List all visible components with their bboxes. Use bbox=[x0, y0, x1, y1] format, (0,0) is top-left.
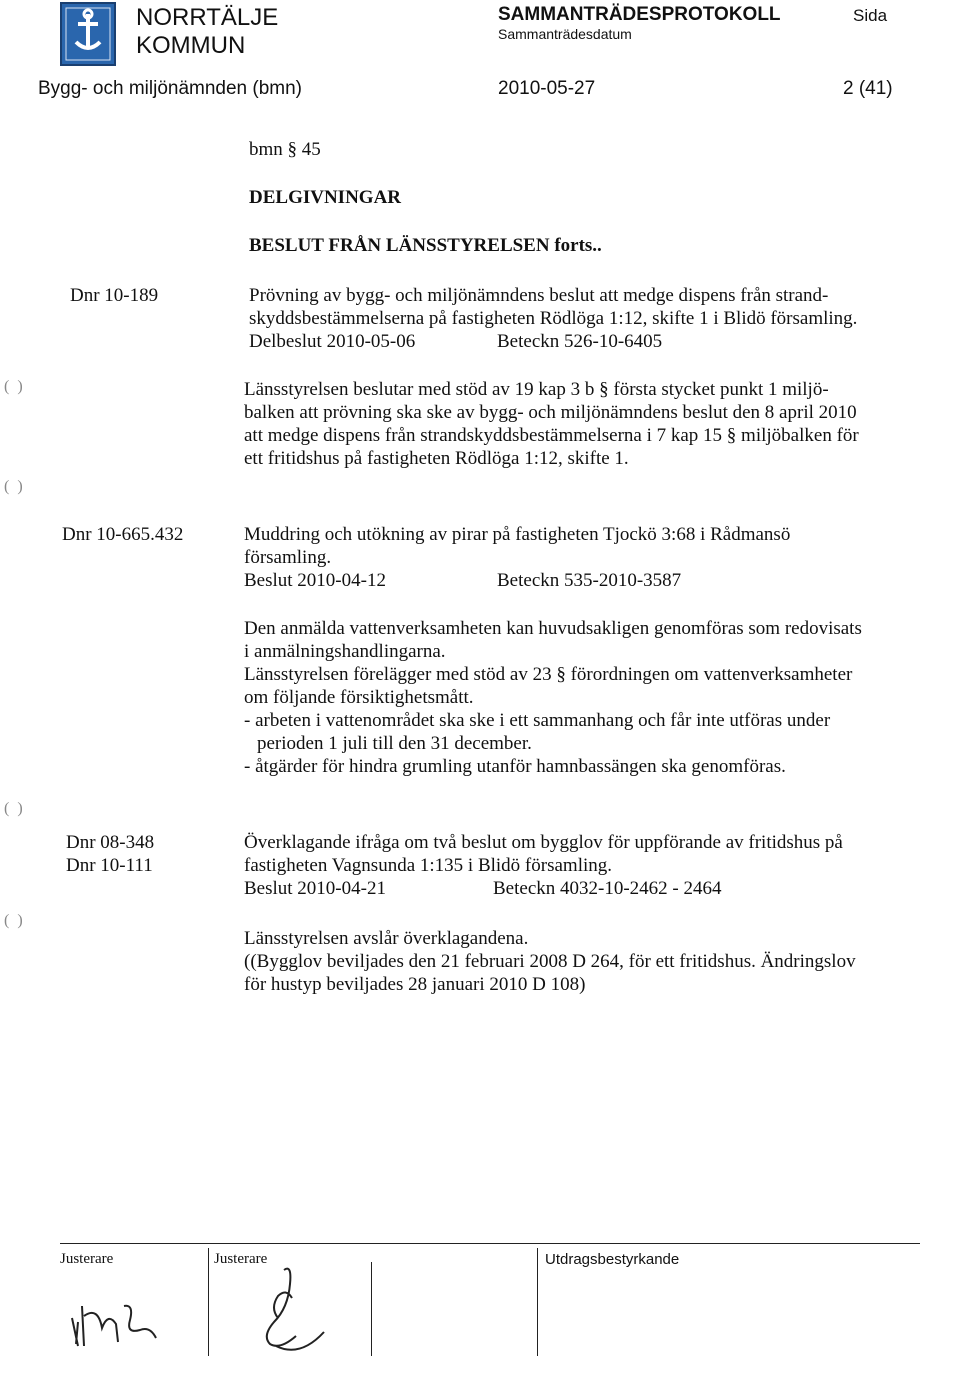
footer-divider bbox=[371, 1262, 372, 1356]
item-1-body bbox=[244, 378, 859, 470]
item-2-body-line: i anmälningshandlingarna. bbox=[244, 641, 446, 662]
item-2-heading bbox=[244, 523, 790, 569]
footer-label-justerare-2: Justerare bbox=[214, 1251, 268, 1267]
item-2-body-line: - åtgärder för hindra grumling utanför hamnbassängen ska genomföras. bbox=[244, 756, 786, 777]
footer-label-utdragsbestyrkande: Utdragsbestyrkande bbox=[545, 1251, 680, 1268]
municipality-logo bbox=[60, 2, 116, 66]
item-3-heading bbox=[244, 831, 843, 877]
signature-image bbox=[64, 1276, 194, 1356]
footer-divider bbox=[537, 1248, 538, 1356]
item-3-body bbox=[244, 927, 856, 996]
item-2-dnr: Dnr 10-665.432 bbox=[62, 524, 184, 545]
item-2-body-line: Länsstyrelsen förelägger med stöd av 23 § förordningen om vattenverksamheter bbox=[244, 664, 853, 685]
item-3-decision: Beslut 2010-04-21 bbox=[244, 878, 386, 899]
item-3-body-line: för hustyp beviljades 28 januari 2010 D 108) bbox=[244, 974, 586, 995]
org-line-1: NORRTÄLJE bbox=[136, 4, 279, 31]
committee-name: Bygg- och miljönämnden (bmn) bbox=[38, 78, 303, 99]
section-subtitle: BESLUT FRÅN LÄNSSTYRELSEN forts.. bbox=[249, 235, 602, 256]
section-title: DELGIVNINGAR bbox=[249, 187, 402, 208]
item-1-dnr: Dnr 10-189 bbox=[70, 285, 159, 306]
item-3-body-line: Länsstyrelsen avslår överklagandena. bbox=[244, 928, 529, 949]
item-2-body-line: om följande försiktighetsmått. bbox=[244, 687, 474, 708]
item-3-heading-line: Överklagande ifråga om två beslut om bygglov för uppförande av fritidshus på bbox=[244, 832, 843, 853]
item-2-heading-line: Muddring och utökning av pirar på fastigheten Tjockö 3:68 i Rådmansö bbox=[244, 524, 791, 545]
meeting-date: 2010-05-27 bbox=[498, 78, 596, 99]
item-1-body-line: ett fritidshus på fastigheten Rödlöga 1:12, skifte 1. bbox=[244, 448, 629, 469]
binder-hole-mark: ( ) bbox=[4, 800, 23, 817]
item-1-body-line: att medge dispens från strandskyddsbestämmelserna i 7 kap 15 § miljöbalken för bbox=[244, 425, 859, 446]
item-2-body-line: Den anmälda vattenverksamheten kan huvudsakligen genomföras som redovisats bbox=[244, 618, 862, 639]
item-1-body-line: balken att prövning ska ske av bygg- och miljönämndens beslut den 8 april 2010 bbox=[244, 402, 857, 423]
item-1-beteckn: Beteckn 526-10-6405 bbox=[497, 331, 663, 352]
item-2-beteckn: Beteckn 535-2010-3587 bbox=[497, 570, 682, 591]
item-2-body-line: perioden 1 juli till den 31 december. bbox=[257, 733, 532, 754]
item-1-heading-line: skyddsbestämmelserna på fastigheten Rödlöga 1:12, skifte 1 i Blidö församling. bbox=[249, 308, 858, 329]
footer-label-justerare-1: Justerare bbox=[60, 1251, 114, 1267]
footer-divider bbox=[208, 1248, 209, 1356]
binder-hole-mark: ( ) bbox=[4, 378, 23, 395]
document-title: SAMMANTRÄDESPROTOKOLL bbox=[498, 4, 781, 25]
item-3-beteckn: Beteckn 4032-10-2462 - 2464 bbox=[493, 878, 722, 899]
item-1-heading-line: Prövning av bygg- och miljönämndens beslut att medge dispens från strand- bbox=[249, 285, 829, 306]
page-label: Sida bbox=[853, 6, 888, 25]
item-2-body-line: - arbeten i vattenområdet ska ske i ett sammanhang och får inte utföras under bbox=[244, 710, 831, 731]
section-ref: bmn § 45 bbox=[249, 139, 321, 160]
footer-top-rule bbox=[60, 1243, 920, 1244]
item-1-heading bbox=[249, 284, 857, 330]
page-number: 2 (41) bbox=[843, 78, 893, 99]
org-line-2: KOMMUN bbox=[136, 32, 246, 59]
item-1-body-line: Länsstyrelsen beslutar med stöd av 19 kap 3 b § första stycket punkt 1 miljö- bbox=[244, 379, 829, 400]
document-subtitle: Sammanträdesdatum bbox=[498, 26, 632, 42]
signature-image bbox=[240, 1262, 340, 1362]
item-2-heading-line: församling. bbox=[244, 547, 332, 568]
item-3-body-line: ((Bygglov beviljades den 21 februari 2008 D 264, för ett fritidshus. Ändringslov bbox=[244, 951, 856, 972]
item-2-decision: Beslut 2010-04-12 bbox=[244, 570, 386, 591]
organization-name bbox=[136, 4, 278, 60]
item-3-dnr: Dnr 08-348 bbox=[66, 832, 155, 853]
binder-hole-mark: ( ) bbox=[4, 478, 23, 495]
item-1-decision: Delbeslut 2010-05-06 bbox=[249, 331, 416, 352]
item-2-body bbox=[244, 617, 862, 778]
item-3-heading-line: fastigheten Vagnsunda 1:135 i Blidö församling. bbox=[244, 855, 612, 876]
item-3-dnr-2: Dnr 10-111 bbox=[66, 855, 153, 876]
binder-hole-mark: ( ) bbox=[4, 912, 23, 929]
